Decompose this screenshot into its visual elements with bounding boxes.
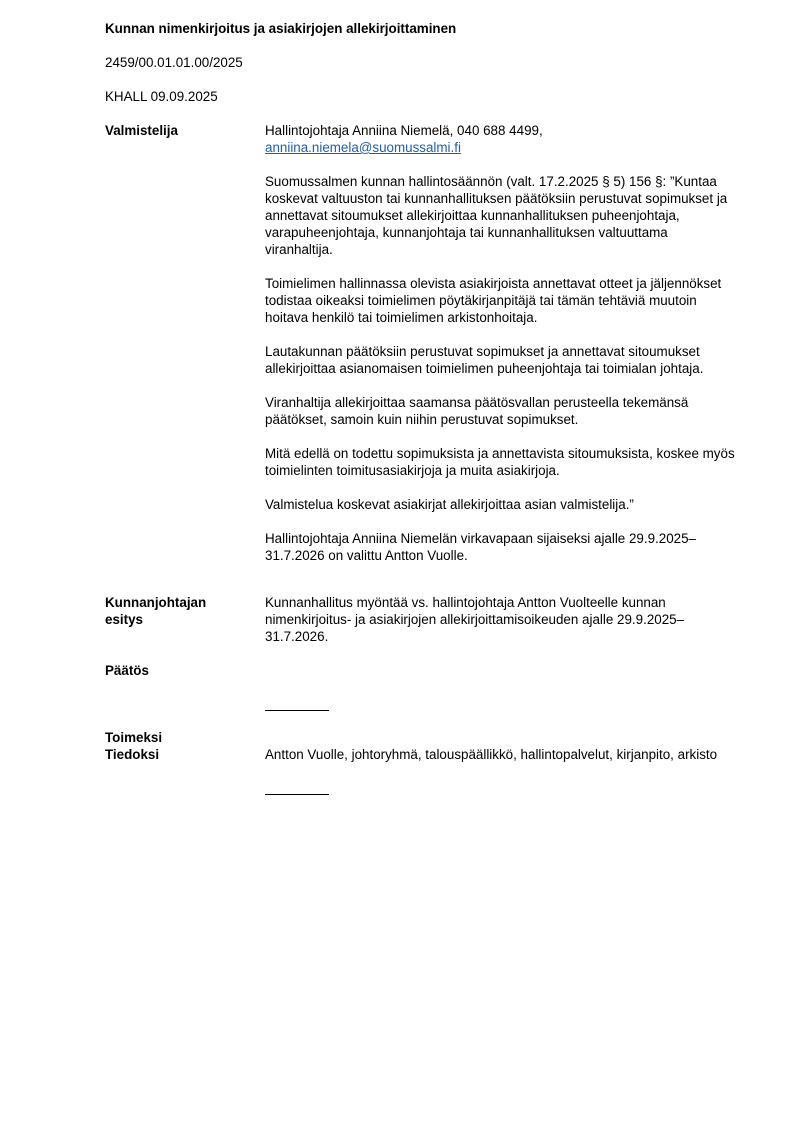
- decision-rule: [265, 710, 329, 711]
- proposal-label-line2: esitys: [105, 612, 143, 627]
- proposal-label: [105, 594, 206, 628]
- meeting-date: KHALL 09.09.2025: [105, 89, 218, 104]
- distribution-rule: [265, 794, 329, 795]
- proposal-text: Kunnanhallitus myöntää vs. hallintojohtaja Antton Vuolteelle kunnan nimenkirjoitus- ja asiakirjojen allekirjoittamisoikeuden ajalle 29.9.2025–31.7.2026.: [265, 595, 685, 644]
- preparer-paragraph: Hallintojohtaja Anniina Niemelän virkavapaan sijaiseksi ajalle 29.9.2025–31.7.2026 on valittu Antton Vuolle.: [265, 531, 696, 563]
- document-title: Kunnan nimenkirjoitus ja asiakirjojen allekirjoittaminen: [105, 21, 457, 36]
- reference-number: 2459/00.01.01.00/2025: [105, 55, 243, 70]
- preparer-paragraph: Valmistelua koskevat asiakirjat allekirjoittaa asian valmistelija.”: [265, 497, 634, 512]
- preparer-section: [265, 122, 735, 564]
- decision-label: Päätös: [105, 663, 149, 678]
- proposal-label-line1: Kunnanjohtajan: [105, 595, 207, 610]
- preparer-paragraph: Suomussalmen kunnan hallintosäännön (valt. 17.2.2025 § 5) 156 §: ”Kuntaa koskevat valtuuston tai kunnanhallituksen päätöksiin perustuvat sopimukset ja annettavat sitoumukset allekirjoittaa kunnanhallituksen puheenjohtaja, varapuheenjohtaja, kunnanjohtaja tai kunnanhallituksen valtuuttama viranhaltija.: [265, 174, 728, 257]
- preparer-paragraph: Toimielimen hallinnassa olevista asiakirjoista annettavat otteet ja jäljennökset todistaa oikeaksi toimielimen pöytäkirjanpitäjä tai tämän tehtäviä muutoin hoitava henkilö tai toimielimen arkistonhoitaja.: [265, 276, 722, 325]
- preparer-label: Valmistelija: [105, 123, 178, 138]
- preparer-paragraph: Mitä edellä on todettu sopimuksista ja annettavista sitoumuksista, koskee myös toimielinten toimitusasiakirjoja ja muita asiakirjoja.: [265, 446, 735, 478]
- for-info-label: Tiedoksi: [105, 747, 160, 762]
- for-action-label: Toimeksi: [105, 730, 163, 745]
- preparer-paragraph: Viranhaltija allekirjoittaa saamansa päätösvallan perusteella tekemänsä päätökset, samoin kuin niihin perustuvat sopimukset.: [265, 395, 689, 427]
- recipients-text: Antton Vuolle, johtoryhmä, talouspäällikkö, hallintopalvelut, kirjanpito, arkisto: [265, 747, 718, 762]
- preparer-email-link[interactable]: anniina.niemela@suomussalmi.fi: [265, 140, 461, 155]
- preparer-contact: Hallintojohtaja Anniina Niemelä, 040 688 4499,: [265, 123, 543, 138]
- preparer-paragraph: Lautakunnan päätöksiin perustuvat sopimukset ja annettavat sitoumukset allekirjoittaa asianomaisen toimielimen puheenjohtaja tai toimialan johtaja.: [265, 344, 704, 376]
